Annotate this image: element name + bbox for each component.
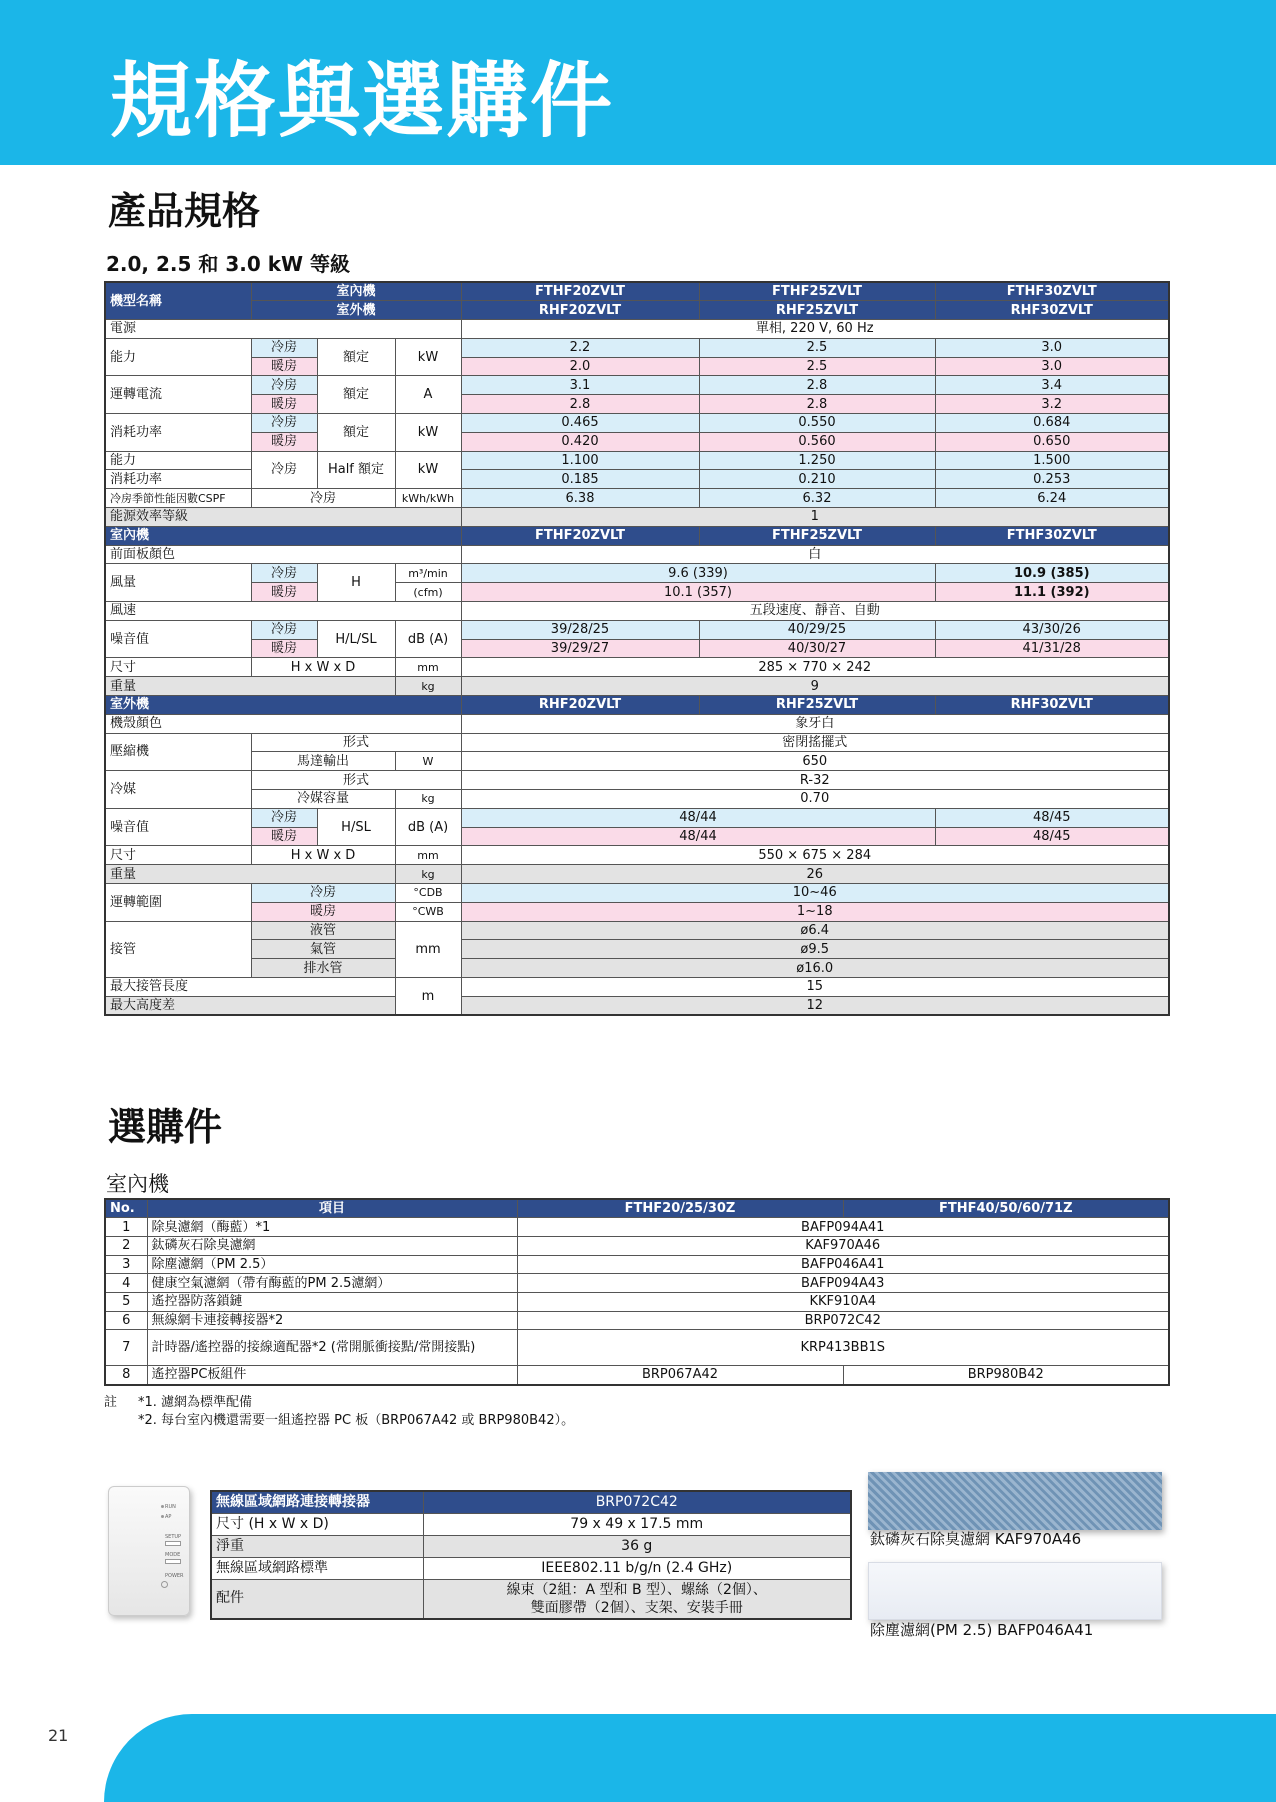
cell: 11.1 (392) [935,583,1169,602]
cell: 40/30/27 [699,639,935,658]
unit: kg [395,865,461,884]
device-label: POWER [165,1573,184,1579]
row-no: 2 [105,1236,147,1255]
cell: 1.250 [699,451,935,470]
row-item: 除臭濾網（酶藍）*1 [147,1218,517,1237]
table-row [105,451,1169,470]
cell: ø9.5 [461,940,1169,959]
wifi-model: BRP072C42 [423,1491,851,1513]
unit: m³/min [395,564,461,583]
table-row [105,1311,1169,1330]
cell: 1~18 [461,902,1169,921]
row-label: 冷媒 [105,771,251,809]
row-item: 遙控器防落鎖鏈 [147,1292,517,1311]
table-row [105,602,1169,621]
table-row [105,846,1169,865]
table-row [105,1330,1169,1366]
cool-label: 冷房 [251,489,395,508]
cell: 0.210 [699,470,935,489]
page-number: 21 [48,1726,69,1745]
cell: 10~46 [461,884,1169,903]
table-row [105,1218,1169,1237]
table-row [105,320,1169,339]
row-item: 除塵濾網（PM 2.5） [147,1255,517,1274]
cell: 285 × 770 × 242 [461,658,1169,677]
outdoor-model: RHF30ZVLT [935,301,1169,320]
indoor-model: FTHF30ZVLT [935,282,1169,301]
rated-label: 額定 [317,414,395,452]
cell: 0.465 [461,414,699,433]
table-row [105,357,1169,376]
row-item: 鈦磷灰石除臭濾網 [147,1236,517,1255]
row-no: 3 [105,1255,147,1274]
row-value: BRP980B42 [843,1366,1169,1385]
rated-label: 額定 [317,338,395,376]
cool-label: 冷房 [251,376,317,395]
footer-band [104,1714,1276,1802]
row-value: BAFP046A41 [517,1255,1169,1274]
table-row [105,959,1169,978]
unit: °CWB [395,902,461,921]
table-row [105,884,1169,903]
heat-label: 暖房 [251,395,317,414]
row-label: 尺寸 [105,658,251,677]
refrigerant-amount-label: 冷媒容量 [251,790,395,809]
table-row [105,301,1169,320]
hwd-label: H x W x D [251,846,395,865]
table-row [211,1513,851,1535]
cell: 0.684 [935,414,1169,433]
row-value: KRP413BB1S [517,1330,1169,1366]
table-row [105,977,1169,996]
row-value: KKF910A4 [517,1292,1169,1311]
device-label: AP [165,1514,172,1520]
row-label: 機殼顏色 [105,714,461,733]
indoor-model: FTHF25ZVLT [699,526,935,545]
outdoor-model: RHF25ZVLT [699,301,935,320]
table-row [105,338,1169,357]
unit: mm [395,921,461,977]
deodorizing-filter-image [868,1472,1162,1530]
cell: R-32 [461,771,1169,790]
model-name-label: 機型名稱 [105,282,251,320]
acc-line: 線束（2組：A 型和 B 型）、螺絲（2個）、 [506,1581,767,1598]
type-label: 形式 [251,733,461,752]
indoor-model: FTHF25ZVLT [699,282,935,301]
cell: 39/28/25 [461,620,699,639]
type-label: 形式 [251,771,461,790]
cool-label: 冷房 [251,620,317,639]
table-row [105,395,1169,414]
setup-button-icon [165,1541,181,1546]
cell: 650 [461,752,1169,771]
section-label: 室內機 [105,526,461,545]
table-row [105,526,1169,545]
row-label: 無線區域網路標準 [211,1557,423,1579]
table-row [105,1292,1169,1311]
row-no: 1 [105,1218,147,1237]
table-row [211,1557,851,1579]
photo-caption-2: 除塵濾網(PM 2.5) BAFP046A41 [870,1621,1094,1639]
cell: 1.500 [935,451,1169,470]
drain-label: 排水管 [251,959,395,978]
mode-button-icon [165,1559,181,1564]
table-row [211,1535,851,1557]
table-row [105,921,1169,940]
row-value: BAFP094A41 [517,1218,1169,1237]
cell: 9 [461,677,1169,696]
row-value: KAF970A46 [517,1236,1169,1255]
cell: ø16.0 [461,959,1169,978]
device-label: MODE [165,1552,181,1558]
row-label: 最大接管長度 [105,977,395,996]
cell: 3.0 [935,357,1169,376]
table-row [105,658,1169,677]
cell: 0.560 [699,432,935,451]
cell: 2.2 [461,338,699,357]
outdoor-label: 室外機 [251,301,461,320]
cell: 15 [461,977,1169,996]
table-row [105,1366,1169,1385]
cell: 48/44 [461,808,935,827]
wifi-table [210,1490,852,1620]
table-row [105,414,1169,433]
cell: 10.9 (385) [935,564,1169,583]
cool-label: 冷房 [251,451,317,489]
row-label: 消耗功率 [105,414,251,452]
indoor-model: FTHF30ZVLT [935,526,1169,545]
table-row [105,996,1169,1015]
row-no: 8 [105,1366,147,1385]
col-header: FTHF40/50/60/71Z [843,1199,1169,1218]
cell: 密閉搖擺式 [461,733,1169,752]
note-2: *2. 每台室內機還需要一組遙控器 PC 板（BRP067A42 或 BRP980B42）。 [138,1413,575,1428]
wifi-adapter-image [108,1486,190,1616]
cell: 3.0 [935,338,1169,357]
unit: kW [395,414,461,452]
cell: 0.253 [935,470,1169,489]
half-rated-label: Half 額定 [317,451,395,489]
row-label: 消耗功率 [105,470,251,489]
row-label: 能源效率等級 [105,508,461,527]
row-label: 尺寸 (H x W x D) [211,1513,423,1535]
noise-mode: H/L/SL [317,620,395,658]
table-row [105,1236,1169,1255]
cell: 3.2 [935,395,1169,414]
unit: m [395,977,461,1015]
row-item: 無線網卡連接轉接器*2 [147,1311,517,1330]
cool-label: 冷房 [251,884,395,903]
dust-filter-image [868,1562,1162,1620]
row-label: 淨重 [211,1535,423,1557]
cell: ø6.4 [461,921,1169,940]
cell: 象牙白 [461,714,1169,733]
cell: 6.24 [935,489,1169,508]
table-row [105,790,1169,809]
cell: 1.100 [461,451,699,470]
cell: 550 × 675 × 284 [461,846,1169,865]
led-icon [161,1515,164,1518]
cell: 2.5 [699,357,935,376]
unit: kg [395,677,461,696]
power-icon [161,1581,168,1588]
row-item: 健康空氣濾網（帶有酶藍的PM 2.5濾網） [147,1274,517,1293]
table-row [105,1255,1169,1274]
device-label: RUN [165,1504,176,1510]
wifi-title: 無線區域網路連接轉接器 [211,1491,423,1513]
row-label: 電源 [105,320,461,339]
row-label: 能力 [105,338,251,376]
unit: mm [395,658,461,677]
row-label: 重量 [105,677,395,696]
cell: 2.8 [699,376,935,395]
unit: mm [395,846,461,865]
noise-mode: H/SL [317,808,395,846]
device-label: SETUP [165,1534,182,1540]
cell: 2.8 [461,395,699,414]
motor-output-label: 馬達輸出 [251,752,395,771]
table-row [105,696,1169,715]
cool-label: 冷房 [251,414,317,433]
options-subheading: 室內機 [106,1172,169,1196]
row-label: 配件 [211,1579,423,1619]
unit: A [395,376,461,414]
gas-label: 氣管 [251,940,395,959]
heat-label: 暖房 [251,432,317,451]
table-row [105,432,1169,451]
row-label: 噪音值 [105,808,251,846]
heat-label: 暖房 [251,827,317,846]
spec-table [104,281,1170,1016]
row-no: 5 [105,1292,147,1311]
cell: 48/44 [461,827,935,846]
cell: 79 x 49 x 17.5 mm [423,1513,851,1535]
cell: 40/29/25 [699,620,935,639]
table-row [105,564,1169,583]
cell: 1 [461,508,1169,527]
unit: dB (A) [395,620,461,658]
cell: IEEE802.11 b/g/n (2.4 GHz) [423,1557,851,1579]
cell: 26 [461,865,1169,884]
cell: 3.1 [461,376,699,395]
row-value: BRP072C42 [517,1311,1169,1330]
acc-line: 雙面膠帶（2個）、支架、安裝手冊 [530,1599,743,1616]
col-header: 項目 [147,1199,517,1218]
row-label: 接管 [105,921,251,977]
row-label: 能力 [105,451,251,470]
table-row [105,940,1169,959]
cell: 白 [461,545,1169,564]
cell: 單相, 220 V, 60 Hz [461,320,1169,339]
unit: kg [395,790,461,809]
cell: 10.1 (357) [461,583,935,602]
table-row [105,1274,1169,1293]
footnotes [104,1394,574,1430]
indoor-label: 室內機 [251,282,461,301]
cell: 0.185 [461,470,699,489]
table-row [105,508,1169,527]
row-label: 尺寸 [105,846,251,865]
table-row [105,771,1169,790]
indoor-model: FTHF20ZVLT [461,282,699,301]
table-row [211,1579,851,1619]
table-row [105,583,1169,602]
cool-label: 冷房 [251,808,317,827]
row-label: 運轉範圍 [105,884,251,922]
row-label: 壓縮機 [105,733,251,771]
row-value: BRP067A42 [517,1366,843,1385]
row-label: 前面板顏色 [105,545,461,564]
row-label: 噪音值 [105,620,251,658]
cell: 41/31/28 [935,639,1169,658]
heat-label: 暖房 [251,583,317,602]
outdoor-model: RHF30ZVLT [935,696,1169,715]
heat-label: 暖房 [251,902,395,921]
row-label: 冷房季節性能因數CSPF [105,489,251,508]
cell: 48/45 [935,808,1169,827]
row-no: 6 [105,1311,147,1330]
row-no: 4 [105,1274,147,1293]
cell: 2.5 [699,338,935,357]
cell: 43/30/26 [935,620,1169,639]
note-mark: 註 [104,1395,118,1410]
row-no: 7 [105,1330,147,1366]
cell: 0.650 [935,432,1169,451]
cell: 48/45 [935,827,1169,846]
hwd-label: H x W x D [251,658,395,677]
table-row [105,677,1169,696]
liquid-label: 液管 [251,921,395,940]
table-row [105,865,1169,884]
heat-label: 暖房 [251,357,317,376]
table-row [105,827,1169,846]
table-row [105,376,1169,395]
unit: kW [395,338,461,376]
spec-subheading: 2.0, 2.5 和 3.0 kW 等級 [106,252,351,276]
table-row [211,1491,851,1513]
cell: 3.4 [935,376,1169,395]
cell: 0.70 [461,790,1169,809]
cell: 39/29/27 [461,639,699,658]
row-label: 風量 [105,564,251,602]
table-row [105,752,1169,771]
table-row [105,1199,1169,1218]
table-row [105,902,1169,921]
table-row [105,639,1169,658]
row-label: 重量 [105,865,395,884]
row-item: 計時器/遙控器的接線適配器*2 (常開脈衝接點/常開接點) [147,1330,517,1366]
unit: kW [395,451,461,489]
col-header: No. [105,1199,147,1218]
table-row [105,620,1169,639]
row-label: 風速 [105,602,461,621]
row-value: BAFP094A43 [517,1274,1169,1293]
unit: W [395,752,461,771]
spec-heading: 產品規格 [108,189,261,233]
unit: (cfm) [395,583,461,602]
airflow-mode: H [317,564,395,602]
outdoor-model: RHF25ZVLT [699,696,935,715]
cell: 2.0 [461,357,699,376]
indoor-model: FTHF20ZVLT [461,526,699,545]
cell: 6.32 [699,489,935,508]
table-row [105,733,1169,752]
table-row [105,714,1169,733]
page-title: 規格與選購件 [110,54,615,149]
table-row [105,282,1169,301]
cool-label: 冷房 [251,564,317,583]
table-row [105,489,1169,508]
cell: 6.38 [461,489,699,508]
section-label: 室外機 [105,696,461,715]
row-item: 遙控器PC板組件 [147,1366,517,1385]
note-1: *1. 濾網為標準配備 [138,1395,253,1410]
cell: 0.550 [699,414,935,433]
options-table [104,1198,1170,1386]
cell: 9.6 (339) [461,564,935,583]
table-row [105,545,1169,564]
heat-label: 暖房 [251,639,317,658]
cell: 12 [461,996,1169,1015]
cell [423,1579,851,1619]
rated-label: 額定 [317,376,395,414]
unit: dB (A) [395,808,461,846]
row-label: 運轉電流 [105,376,251,414]
row-label: 最大高度差 [105,996,395,1015]
options-heading: 選購件 [108,1105,223,1149]
photo-caption-1: 鈦磷灰石除臭濾網 KAF970A46 [870,1530,1082,1548]
cell: 36 g [423,1535,851,1557]
led-icon [161,1505,164,1508]
table-row [105,808,1169,827]
cell: 0.420 [461,432,699,451]
unit: °CDB [395,884,461,903]
cell: 五段速度、靜音、自動 [461,602,1169,621]
outdoor-model: RHF20ZVLT [461,301,699,320]
col-header: FTHF20/25/30Z [517,1199,843,1218]
outdoor-model: RHF20ZVLT [461,696,699,715]
cool-label: 冷房 [251,338,317,357]
cell: 2.8 [699,395,935,414]
unit: kWh/kWh [395,489,461,508]
